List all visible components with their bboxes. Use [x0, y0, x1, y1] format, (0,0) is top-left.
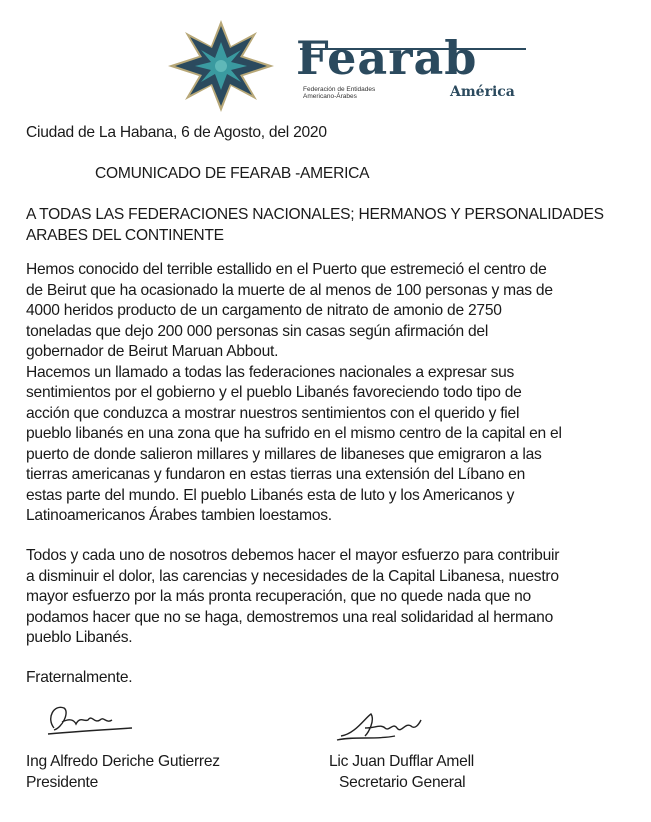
signature-president-icon: [40, 698, 140, 742]
addressee-line: A TODAS LAS FEDERACIONES NACIONALES; HERMANOS Y PERSONALIDADES: [26, 206, 604, 223]
paragraph-1: [26, 260, 562, 527]
signature-secretary-icon: [335, 706, 445, 746]
brand-subtitle-line: Americano-Árabes: [303, 93, 357, 100]
paragraph-line: tierras americanas y fundaron en estas tierras una extensión del Líbano en: [26, 466, 526, 483]
signatory-name: Ing Alfredo Deriche Gutierrez: [26, 753, 220, 770]
fearab-star-logo-icon: [168, 20, 274, 112]
paragraph-line: Latinoamericanos Árabes tambien loestamos.: [26, 507, 332, 524]
paragraph-line: Hacemos un llamado a todas las federaciones nacionales a expresar sus: [26, 363, 515, 381]
paragraph-line: mayor esfuerzo por la más pronta recuperación, que no quede nada que no: [26, 588, 531, 605]
paragraph-line: gobernador de Beirut Maruan Abbout.: [26, 343, 279, 360]
paragraph-line: podamos hacer que no se haga, demostremos una real solidaridad al hermano: [26, 608, 553, 626]
addressee-line: ARABES DEL CONTINENTE: [26, 226, 224, 244]
paragraph-line: estas parte del mundo. El pueblo Libanés esta de luto y los Americanos y: [26, 486, 515, 504]
communique-title: COMUNICADO DE FEARAB -AMERICA: [95, 165, 370, 182]
brand-region: América: [450, 84, 515, 100]
paragraph-2: [26, 546, 559, 649]
signatory-role: Presidente: [26, 773, 99, 791]
signatory-president: [26, 752, 220, 793]
date-line: Ciudad de La Habana, 6 de Agosto, del 2020: [26, 124, 327, 141]
addressee: [26, 205, 604, 246]
paragraph-line: puerto de donde salieron millares y millares de libaneses que emigraron a las: [26, 445, 542, 463]
paragraph-line: de Beirut que ha ocasionado la muerte de al menos de 100 personas y mas de: [26, 281, 553, 299]
brand-subtitle: [303, 86, 375, 100]
paragraph-line: Hemos conocido del terrible estallido en el Puerto que estremeció el centro de: [26, 261, 547, 278]
brand-subtitle-line: Federación de Entidades: [303, 86, 376, 93]
signatory-role: Secretario General: [339, 773, 466, 791]
paragraph-line: sentimientos por el gobierno y el pueblo Libanés favoreciendo todo tipo de: [26, 384, 522, 401]
closing: Fraternalmente.: [26, 669, 133, 686]
paragraph-line: pueblo Libanés.: [26, 629, 133, 646]
paragraph-line: acción que conduzca a mostrar nuestros sentimientos con el querido y fiel: [26, 404, 520, 422]
brand-name: Fearab: [296, 31, 478, 85]
paragraph-line: a disminuir el dolor, las carencias y necesidades de la Capital Libanesa, nuestro: [26, 567, 559, 585]
paragraph-line: toneladas que dejo 200 000 personas sin casas según afirmación del: [26, 322, 489, 340]
signatory-name: Lic Juan Dufflar Amell: [329, 753, 475, 770]
signatory-secretary: [329, 752, 474, 793]
paragraph-line: 4000 heridos producto de un cargamento de nitrato de amonio de 2750: [26, 302, 502, 319]
paragraph-line: pueblo libanés en una zona que ha sufrido en el mismo centro de la capital en el: [26, 425, 562, 442]
paragraph-line: Todos y cada uno de nosotros debemos hacer el mayor esfuerzo para contribuir: [26, 547, 560, 564]
